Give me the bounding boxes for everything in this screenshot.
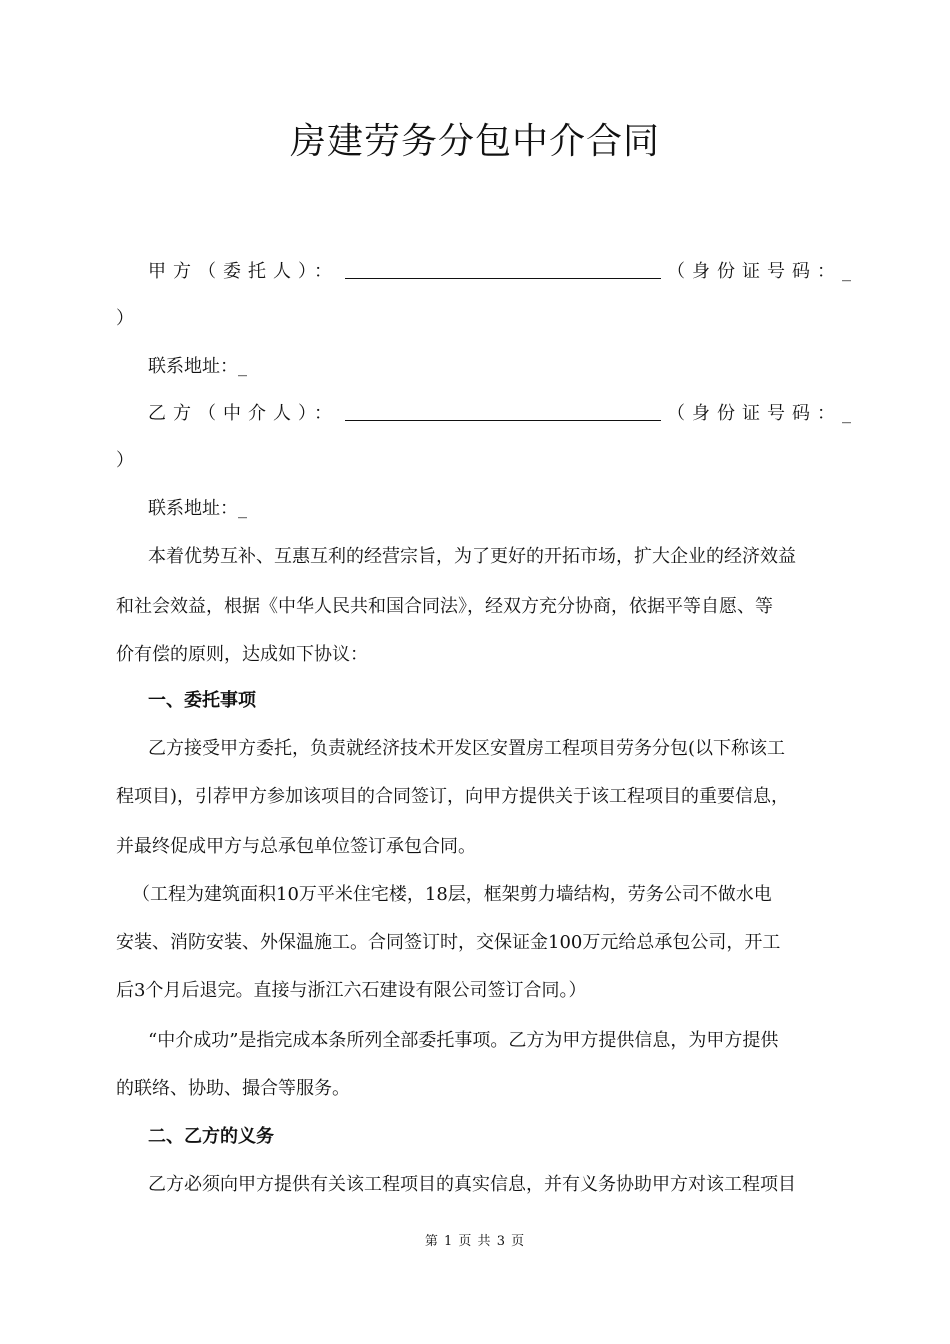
preamble-line-3: 价有偿的原则，达成如下协议： (116, 644, 368, 665)
preamble-line-2: 和社会效益，根据《中华人民共和国合同法》，经双方充分协商，依据平等自愿、等 (116, 596, 773, 617)
section-2-p1-line-1: 乙方必须向甲方提供有关该工程项目的真实信息，并有义务协助甲方对该工程项目 (148, 1174, 796, 1195)
party-a-line (148, 258, 858, 285)
party-a-id-close: ） (116, 308, 134, 329)
party-a-address: 联系地址：_ (148, 356, 247, 377)
party-b-name-blank[interactable] (345, 400, 661, 421)
section-1-p1-line-2: 程项目)，引荐甲方参加该项目的合同签订，向甲方提供关于该工程项目的重要信息， (116, 786, 790, 807)
party-a-id-label: （身份证号码：_ (667, 261, 858, 282)
party-b-id-close: ） (116, 450, 134, 471)
preamble-line-1: 本着优势互补、互惠互利的经营宗旨，为了更好的开拓市场，扩大企业的经济效益 (148, 546, 796, 567)
section-1-p1-line-3: 并最终促成甲方与总承包单位签订承包合同。 (116, 836, 476, 857)
section-2-heading: 二、乙方的义务 (148, 1126, 274, 1147)
section-1-p1-line-1: 乙方接受甲方委托，负责就经济技术开发区安置房工程项目劳务分包(以下称该工 (148, 738, 786, 759)
party-a-label: 甲方（委托人）： (148, 261, 339, 282)
party-a-name-blank[interactable] (345, 258, 661, 279)
party-b-address: 联系地址：_ (148, 498, 247, 519)
section-1-p2-line-2: 安装、消防安装、外保温施工。合同签订时，交保证金100万元给总承包公司，开工 (116, 932, 781, 953)
section-1-p2-line-1: （工程为建筑面积10万平米住宅楼，18层，框架剪力墙结构，劳务公司不做水电 (132, 884, 772, 905)
document-title: 房建劳务分包中介合同 (289, 121, 660, 162)
section-1-p3-line-1: “中介成功”是指完成本条所列全部委托事项。乙方为甲方提供信息，为甲方提供 (148, 1030, 779, 1051)
party-b-id-label: （身份证号码：_ (667, 403, 858, 424)
party-b-label: 乙方（中介人）： (148, 403, 339, 424)
section-1-p3-line-2: 的联络、协助、撮合等服务。 (116, 1078, 350, 1099)
section-1-heading: 一、委托事项 (148, 690, 256, 711)
page-footer: 第 1 页 共 3 页 (424, 1234, 526, 1249)
party-b-line (148, 400, 858, 427)
section-1-p2-line-3: 后3个月后退完。直接与浙江六石建设有限公司签订合同。） (116, 980, 587, 1001)
